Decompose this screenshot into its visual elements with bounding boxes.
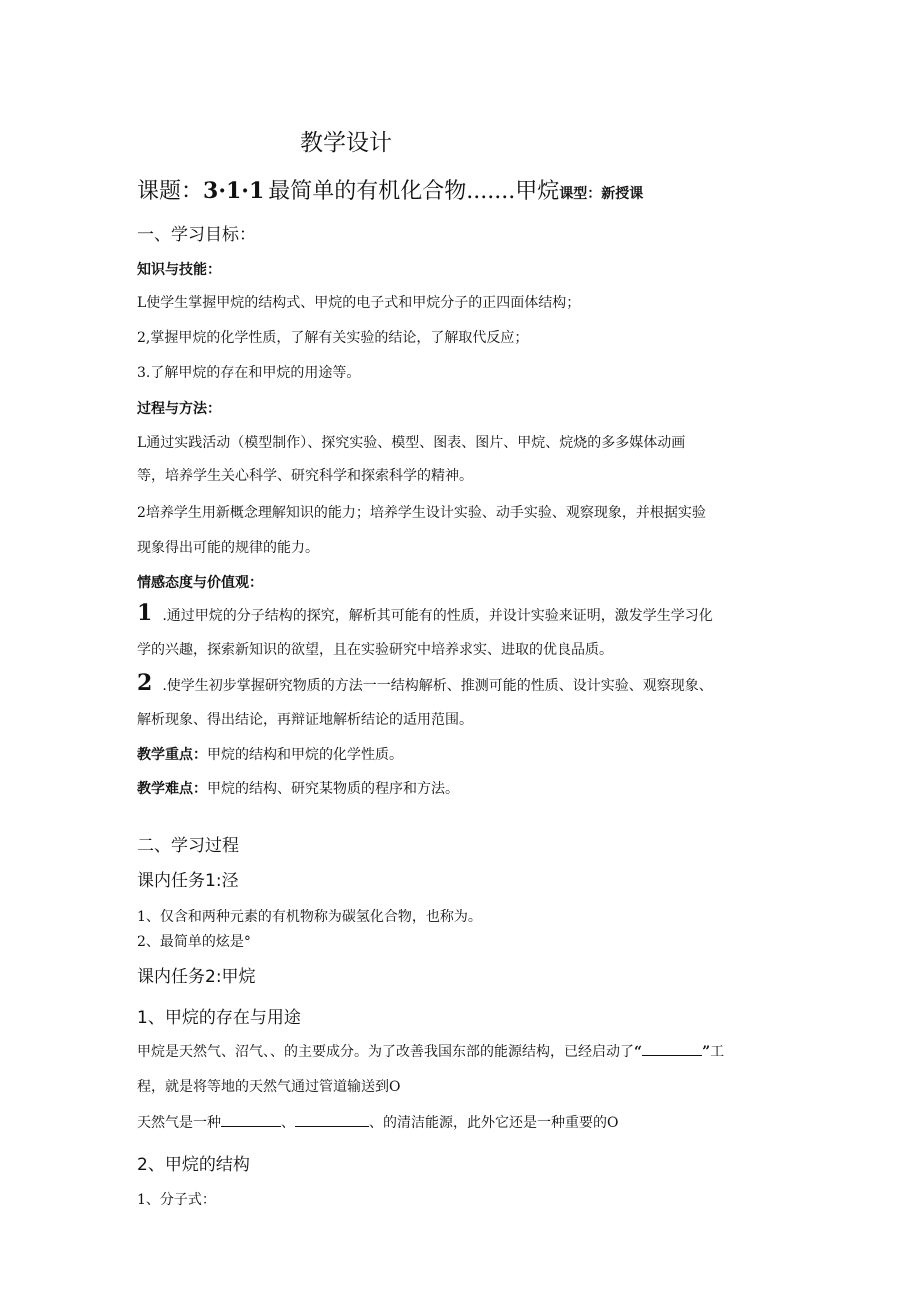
natural-gas-text-b: 的清洁能源，此外它还是一种重要的O <box>383 1115 619 1131</box>
emotion-item-1-text: .通过甲烷的分子结构的探究，解析其可能有的性质，并设计实验来证明，激发学生学习化 <box>162 608 713 624</box>
topic-number: 3·1·1 <box>203 178 265 204</box>
task-1-heading: 课内任务1:泾 <box>137 871 239 891</box>
project-name-blank[interactable] <box>642 1041 702 1056</box>
topic-label: 课题： <box>137 179 204 204</box>
key-points-text: 甲烷的结构和甲烷的化学性质。 <box>207 747 403 763</box>
emotion-item-2-text: .使学生初步掌握研究物质的方法一一结构解析、推测可能的性质、设计实验、观察现象、 <box>162 678 713 694</box>
topic-name: 最简单的有机化合物.......甲烷 <box>268 179 560 204</box>
emotion-item-2-number: 2 <box>137 670 153 696</box>
knowledge-item-1: L使学生掌握甲烷的结构式、甲烷的电子式和甲烷分子的正四面体结构； <box>137 295 581 311</box>
natural-gas-line <box>137 1112 618 1132</box>
emotion-item-1-number: 1 <box>137 600 153 626</box>
molecular-formula-label: 1、分子式： <box>137 1192 216 1208</box>
process-item-1-line-2: 等，培养学生关心科学、研究科学和探索科学的精神。 <box>137 468 473 484</box>
occurrence-text-b: 工 <box>710 1044 725 1060</box>
task-1-question-2: 2、最简单的炫是° <box>137 934 251 950</box>
occurrence-paragraph-line-1 <box>137 1041 724 1061</box>
knowledge-item-3: 3.了解甲烷的存在和甲烷的用途等。 <box>137 365 361 381</box>
process-item-2-line-1: 2培养学生用新概念理解知识的能力；培养学生设计实验、动手实验、观察现象，并根据实验 <box>137 505 706 521</box>
energy-type-blank-2[interactable] <box>295 1112 369 1127</box>
subsection-methane-structure: 2、甲烷的结构 <box>137 1155 250 1175</box>
emotion-item-2-line-2: 解析现象、得出结论，再辩证地解析结论的适用范围。 <box>137 712 473 728</box>
section-2-heading: 二、学习过程 <box>137 836 239 856</box>
emotion-item-1-line-2: 学的兴趣，探索新知识的欲望，且在实验研究中培养求实、进取的优良品质。 <box>137 642 613 658</box>
separator-1: 、 <box>281 1115 295 1131</box>
emotion-item-2-line-1 <box>137 670 713 696</box>
difficulties-text: 甲烷的结构、研究某物质的程序和方法。 <box>207 781 459 797</box>
task-2-heading: 课内任务2:甲烷 <box>137 967 256 987</box>
process-item-2-line-2: 现象得出可能的规律的能力。 <box>137 540 319 556</box>
difficulties-line <box>137 778 459 798</box>
topic-line <box>137 174 643 205</box>
subsection-methane-occurrence: 1、甲烷的存在与用途 <box>137 1008 301 1028</box>
occurrence-paragraph-line-2: 程，就是将等地的天然气通过管道输送到O <box>137 1079 401 1095</box>
process-item-1-line-1: L通过实践活动（模型制作）、探究实验、模型、图表、图片、甲烷、烷烧的多多媒体动画 <box>137 435 686 451</box>
difficulties-label: 教学难点： <box>137 781 207 797</box>
process-heading: 过程与方法： <box>137 401 221 417</box>
knowledge-item-2: 2,掌握甲烷的化学性质，了解有关实验的结论，了解取代反应； <box>137 330 529 346</box>
separator-2: 、 <box>369 1115 383 1131</box>
natural-gas-text-a: 天然气是一种 <box>137 1115 221 1131</box>
emotion-heading: 情感态度与价值观： <box>137 575 263 591</box>
knowledge-heading: 知识与技能： <box>137 262 221 278</box>
task-1-question-1: 1、仅含和两种元素的有机物称为碳氢化合物，也称为。 <box>137 909 482 925</box>
section-1-heading: 一、学习目标： <box>137 225 256 245</box>
key-points-label: 教学重点： <box>137 747 207 763</box>
lesson-type: 课型：新授课 <box>559 186 644 202</box>
energy-type-blank-1[interactable] <box>221 1112 281 1127</box>
key-points-line <box>137 744 403 764</box>
open-quote: “ <box>634 1044 643 1060</box>
emotion-item-1-line-1 <box>137 600 713 626</box>
document-title: 教学设计 <box>300 130 392 156</box>
occurrence-text-a: 甲烷是天然气、沼气、、的主要成分。为了改善我国东部的能源结构，已经启动了 <box>137 1044 634 1060</box>
close-quote: ” <box>702 1044 711 1060</box>
